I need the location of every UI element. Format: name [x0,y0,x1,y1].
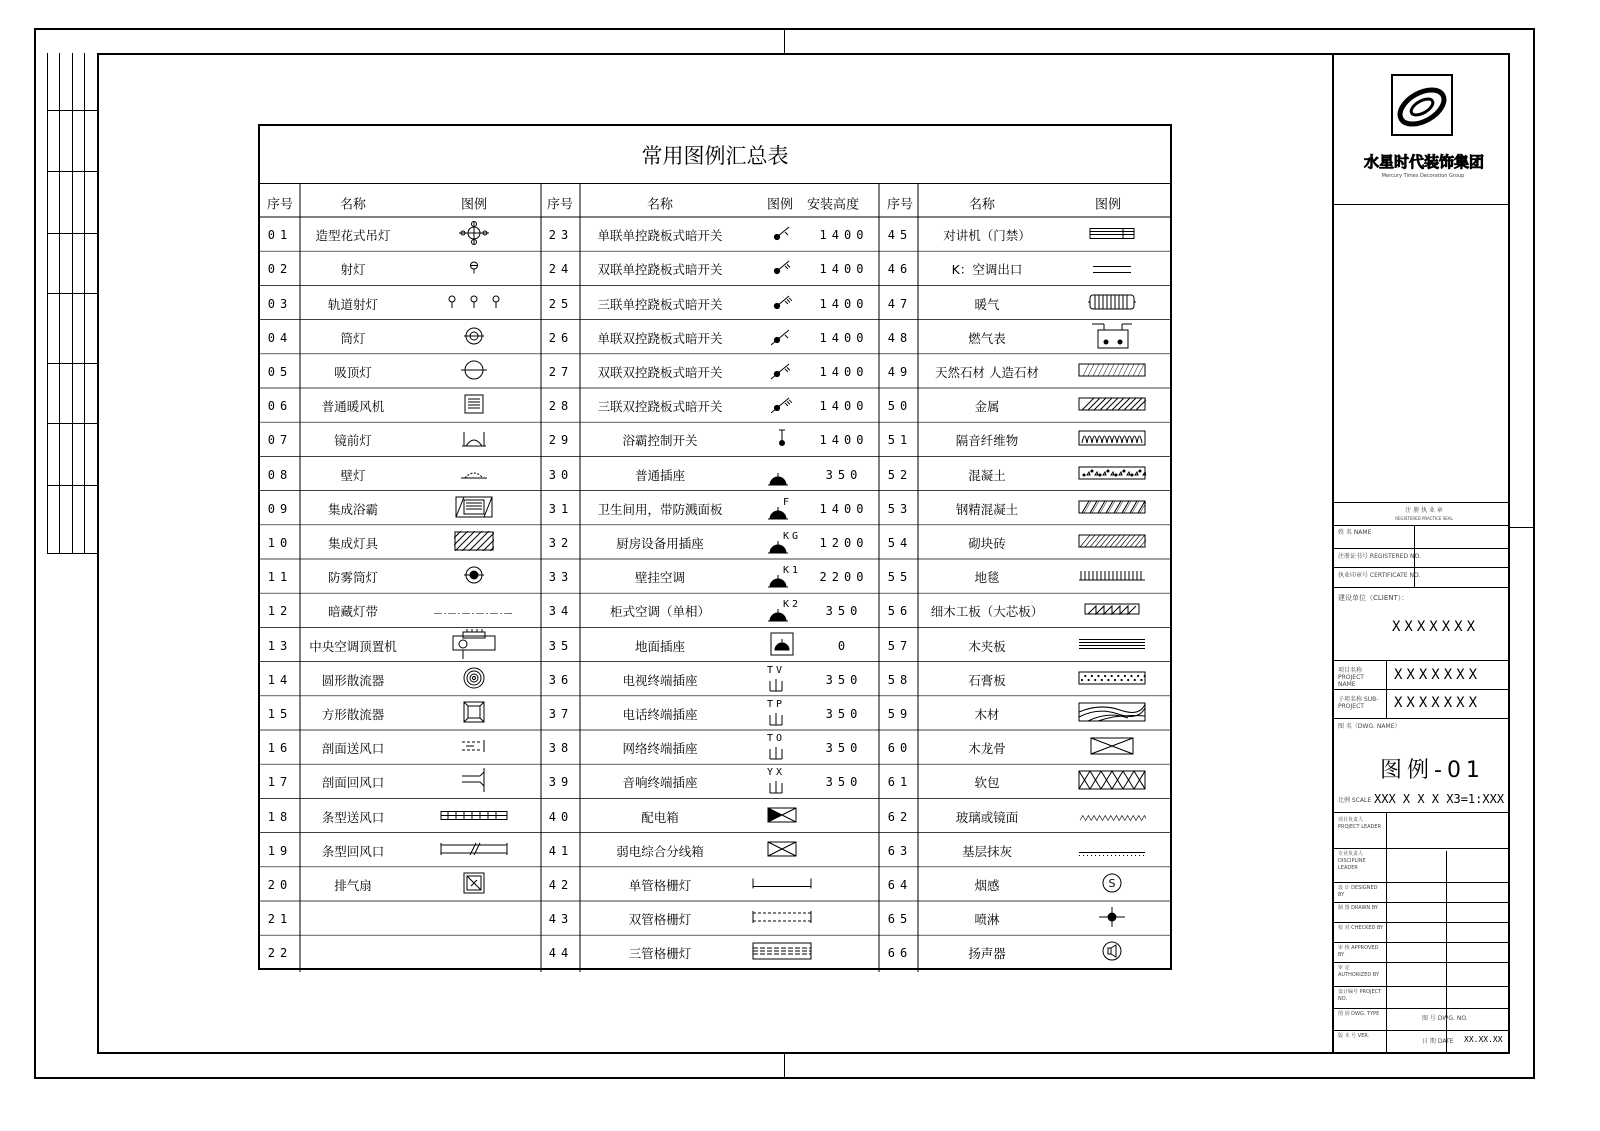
item-name: 扬声器 [968,946,1006,962]
metal-symbol-icon [1078,396,1146,416]
role-label: 设计编号 PROJECT NO. [1338,989,1382,1002]
item-number: 60 [887,741,913,756]
item-number: 18 [267,809,293,824]
softpack-symbol-icon [1078,770,1146,794]
item-number: 06 [267,399,293,414]
item-number: 01 [267,228,293,243]
item-number: 47 [887,296,913,311]
install-height: 1200 [819,535,869,550]
header-legend: 图例 [766,197,794,212]
center-mark-top [784,28,785,53]
item-number: 30 [548,467,574,482]
install-height: 1400 [819,399,869,414]
role-label: 项目负责人 PROJECT LEADER [1338,817,1382,830]
role-label: 版 本 号 VER. [1338,1033,1370,1039]
item-number: 51 [887,433,913,448]
item-name: 石膏板 [968,672,1006,688]
item-number: 04 [267,330,293,345]
item-name: 柜式空调（单相） [609,604,711,620]
item-name: 木龙骨 [968,741,1006,757]
returnsec-symbol-icon [460,767,488,797]
item-name: 普通暖风机 [321,399,385,415]
revision-strip [47,53,97,553]
term-symbol-icon: TO [767,733,786,745]
socket-symbol-icon [767,463,797,487]
header-no: 序号 [266,197,294,212]
item-number: 15 [267,706,293,721]
install-height: 1400 [819,433,869,448]
item-number: 48 [887,330,913,345]
item-name: 金属 [974,399,1000,415]
supplysec-symbol-icon [460,738,488,758]
item-name: 双联双控跷板式暗开关 [597,364,723,380]
item-name: 烟感 [974,877,1000,893]
install-height: 1400 [819,296,869,311]
item-name: K：空调出口 [951,262,1023,278]
distbox-symbol-icon [767,806,797,828]
item-name: 壁灯 [340,467,366,483]
fogproof-symbol-icon [463,564,485,590]
sw2-symbol-icon [771,257,793,281]
ac-symbol-icon [449,628,499,664]
item-name: 喷淋 [974,912,1000,928]
item-name: 配电箱 [641,809,679,825]
item-name: 地面插座 [634,638,686,654]
item-name: 混凝土 [968,467,1006,483]
item-number: 19 [267,843,293,858]
item-number: 53 [887,501,913,516]
project-value: XXXXXXX [1394,667,1482,683]
item-number: 13 [267,638,293,653]
item-number: 34 [548,604,574,619]
role-label: 制 图 DRAWN BY [1338,905,1378,911]
item-name: 单联双控跷板式暗开关 [597,330,723,346]
company-name-en: Mercury Times Decoration Group [1381,173,1465,179]
subproject-label: 子项名称 SUB-PROJECT [1338,696,1379,710]
item-name: 单管格栅灯 [628,877,692,893]
item-number: 31 [548,501,574,516]
item-number: 26 [548,330,574,345]
company-name: 水星时代装饰集团 [1363,153,1484,171]
item-name: 对讲机（门禁） [943,228,1031,244]
item-number: 56 [887,604,913,619]
install-height: 350 [825,604,863,619]
center-mark-bottom [784,1054,785,1079]
item-number: 21 [267,912,293,927]
sprinkler-symbol-icon [1098,906,1126,932]
name-label: 姓 名 NAME [1338,529,1372,536]
item-number: 24 [548,262,574,277]
item-number: 32 [548,535,574,550]
install-height: 1400 [819,501,869,516]
item-name: 双管格栅灯 [628,912,692,928]
item-name: 细木工板（大芯板） [930,604,1044,620]
item-name: 吸顶灯 [334,364,372,380]
install-height: 350 [825,741,863,756]
item-number: 38 [548,741,574,756]
item-name: 普通插座 [634,467,686,483]
weakbox-symbol-icon [767,840,797,862]
install-height: 1400 [819,228,869,243]
gasmeter-symbol-icon [1090,322,1134,354]
sw6-symbol-icon [771,394,793,418]
item-number: 44 [548,946,574,961]
item-number: 49 [887,364,913,379]
header-legend: 图例 [460,197,488,212]
wood-symbol-icon [1078,702,1146,726]
item-name: 暗藏灯带 [327,604,379,620]
header-no: 序号 [546,197,574,212]
subproject-value: XXXXXXX [1394,695,1482,711]
downlight-symbol-icon [463,325,485,351]
item-number: 46 [887,262,913,277]
woodkeel-symbol-icon [1090,737,1134,759]
grille2-symbol-icon [752,909,812,929]
role-label: 设 计 DESIGNED BY [1338,885,1378,898]
legend-table [258,124,1172,970]
item-name: 音响终端插座 [622,775,698,791]
item-number: 11 [267,570,293,585]
item-number: 27 [548,364,574,379]
socket-symbol-icon: KG [767,531,797,555]
item-name: 防雾筒灯 [327,570,379,586]
item-number: 25 [548,296,574,311]
item-number: 61 [887,775,913,790]
dwg-no-label: 图 号 DWG. NO. [1422,1015,1468,1022]
item-number: 62 [887,809,913,824]
item-number: 05 [267,364,293,379]
item-number: 36 [548,672,574,687]
carpet-symbol-icon [1078,567,1146,587]
strip-symbol-icon [433,602,515,621]
item-name: 镜前灯 [334,433,372,449]
mirror-symbol-icon [459,428,489,452]
item-name: 集成浴霸 [327,501,379,517]
header-name: 名称 [646,197,674,212]
item-number: 35 [548,638,574,653]
table-title: 常用图例汇总表 [260,126,1170,184]
item-name: 软包 [974,775,1000,791]
svg-text:S: S [1108,876,1116,890]
scale-label: 比例 SCALE [1338,797,1372,804]
drawing-title-label: 图 名（DWG. NAME） [1338,723,1401,730]
scale-value: XXX X X X X3=1:XXX [1374,792,1505,806]
item-number: 65 [887,912,913,927]
item-number: 41 [548,843,574,858]
speaker-symbol-icon [1101,940,1123,966]
radiator-symbol-icon [1087,292,1137,316]
item-name: 天然石材 人造石材 [935,364,1039,380]
item-name: 卫生间用，带防溅面板 [597,501,723,517]
item-number: 59 [887,706,913,721]
item-name: 浴霸控制开关 [622,433,698,449]
concrete-symbol-icon [1078,465,1146,485]
item-number: 55 [887,570,913,585]
project-label: 项目名称 PROJECT NAME [1338,667,1364,688]
role-label: 专业负责人 DISCIPLINE LEADER [1338,851,1366,871]
item-name: 剖面送风口 [321,741,385,757]
blockboard-symbol-icon [1084,601,1140,621]
item-name: 集成灯具 [327,535,379,551]
acout-symbol-icon [1092,260,1132,279]
role-label: 审 核 APPROVED BY [1338,945,1379,958]
item-number: 57 [887,638,913,653]
drawing-title: 图例-01 [1380,758,1485,783]
item-number: 16 [267,741,293,756]
sw5-symbol-icon [771,360,793,384]
bathsw-symbol-icon [776,429,788,451]
item-number: 52 [887,467,913,482]
squarediff-symbol-icon [462,700,486,728]
item-number: 50 [887,399,913,414]
item-name: 条型回风口 [321,843,385,859]
rconcrete-symbol-icon [1078,499,1146,519]
item-number: 14 [267,672,293,687]
item-number: 64 [887,877,913,892]
header-no: 序号 [886,197,914,212]
item-number: 40 [548,809,574,824]
stone-symbol-icon [1078,362,1146,382]
grille3-symbol-icon [752,942,812,964]
install-height: 1400 [819,364,869,379]
item-name: 射灯 [340,262,366,278]
center-mark-right [1510,527,1535,528]
item-name: 壁挂空调 [634,570,686,586]
cert-no-label: 执业印章号 CERTIFICATE NO. [1338,572,1421,579]
install-height: 350 [825,672,863,687]
item-name: 玻璃或镜面 [955,809,1019,825]
item-name: 地毯 [974,570,1000,586]
item-number: 10 [267,535,293,550]
table-grid [260,126,1174,972]
brick-symbol-icon [1078,533,1146,553]
item-number: 03 [267,296,293,311]
item-number: 63 [887,843,913,858]
term-symbol-icon: TP [767,698,786,710]
item-name: 网络终端插座 [622,741,698,757]
ceiling-symbol-icon [460,359,488,385]
item-name: 剖面回风口 [321,775,385,791]
track-symbol-icon [444,294,504,314]
glass-symbol-icon [1078,807,1146,826]
install-height: 350 [825,706,863,721]
gypsum-symbol-icon [1078,670,1146,690]
item-number: 28 [548,399,574,414]
client-value: XXXXXXX [1392,619,1480,635]
item-name: 电视终端插座 [622,672,698,688]
item-name: 弱电综合分线箱 [616,843,704,859]
slotsupply-symbol-icon [440,807,508,826]
item-number: 08 [267,467,293,482]
item-name: 中央空调顶置机 [309,638,397,654]
item-name: 三管格栅灯 [628,946,692,962]
install-height: 350 [825,467,863,482]
role-label: 图 别 DWG. TYPE [1338,1011,1380,1017]
item-name: 圆形散流器 [321,672,385,688]
item-name: 隔音纤维物 [955,433,1019,449]
item-number: 07 [267,433,293,448]
install-height: 0 [837,638,851,653]
item-name: 木材 [974,706,1000,722]
socket-symbol-icon: K2 [767,599,797,623]
item-number: 39 [548,775,574,790]
item-name: 条型送风口 [321,809,385,825]
term-symbol-icon: YX [767,767,786,779]
integrated-symbol-icon [454,531,494,555]
item-number: 02 [267,262,293,277]
install-height: 1400 [819,330,869,345]
item-number: 37 [548,706,574,721]
term-symbol-icon: TV [767,664,786,676]
company-logo [1390,73,1454,137]
reg-no-label: 注册证书号 REGISTERED NO. [1338,553,1421,560]
sw4-symbol-icon [771,326,793,350]
item-name: 砌块砖 [968,535,1006,551]
header-name: 名称 [339,197,367,212]
item-name: 双联单控跷板式暗开关 [597,262,723,278]
install-height: 2200 [819,570,869,585]
item-number: 43 [548,912,574,927]
socket-symbol-icon: K1 [767,565,797,589]
chandelier-symbol-icon [457,221,491,249]
item-number: 23 [548,228,574,243]
cert-title: 注 册 执 业 章 [1405,507,1443,514]
item-number: 09 [267,501,293,516]
item-number: 22 [267,946,293,961]
item-name: 三联双控跷板式暗开关 [597,399,723,415]
rounddiff-symbol-icon [462,666,486,694]
install-height: 350 [825,775,863,790]
acoustic-symbol-icon [1078,429,1146,451]
grille1-symbol-icon [752,875,812,894]
role-label: 审 定 AUTHORIZED BY [1338,965,1380,978]
cert-title-en: REGISTERED PRACTICE SEAL [1395,516,1453,521]
item-name: 暖气 [974,296,1000,312]
item-number: 42 [548,877,574,892]
exhaust-symbol-icon [462,871,486,899]
item-number: 20 [267,877,293,892]
spotlight-symbol-icon [468,260,480,279]
item-number: 54 [887,535,913,550]
socket-symbol-icon: F [767,497,797,521]
item-number: 17 [267,775,293,790]
item-number: 12 [267,604,293,619]
item-number: 29 [548,433,574,448]
item-name: 造型花式吊灯 [315,228,391,244]
item-number: 66 [887,946,913,961]
header-height: 安装高度 [806,197,860,212]
date-value: XX.XX.XX [1464,1035,1503,1044]
floorsocket-symbol-icon [770,632,794,660]
item-name: 单联单控跷板式暗开关 [597,228,723,244]
item-name: 筒灯 [340,330,366,346]
title-block [1332,53,1510,1054]
sw1-symbol-icon [771,223,793,247]
item-name: 厨房设备用插座 [616,535,704,551]
plywood-symbol-icon [1078,636,1146,655]
item-name: 方形散流器 [321,706,385,722]
role-label: 校 对 CHECKED BY [1338,925,1384,931]
item-name: 木夹板 [968,638,1006,654]
item-number: 33 [548,570,574,585]
header-name: 名称 [968,197,996,212]
wall-symbol-icon [459,465,489,485]
plaster-symbol-icon [1078,841,1146,860]
item-name: 基层抹灰 [961,843,1013,859]
item-name: 三联单控跷板式暗开关 [597,296,723,312]
heater-symbol-icon [463,393,485,419]
smoke-symbol-icon [1101,872,1123,898]
client-label: 建设单位（CLIENT）： [1338,594,1409,602]
item-number: 45 [887,228,913,243]
item-name: 燃气表 [968,330,1006,346]
header-legend: 图例 [1094,197,1122,212]
item-name: 电话终端插座 [622,706,698,722]
date-label: 日 期 DATE [1422,1038,1454,1045]
slotreturn-symbol-icon [440,841,508,861]
item-number: 58 [887,672,913,687]
item-name: 排气扇 [334,877,372,893]
install-height: 1400 [819,262,869,277]
sw3-symbol-icon [771,292,793,316]
intercom-symbol-icon [1089,226,1135,245]
item-name: 轨道射灯 [327,296,379,312]
item-name: 钢精混凝土 [955,501,1019,517]
bathheater-symbol-icon [454,495,494,523]
